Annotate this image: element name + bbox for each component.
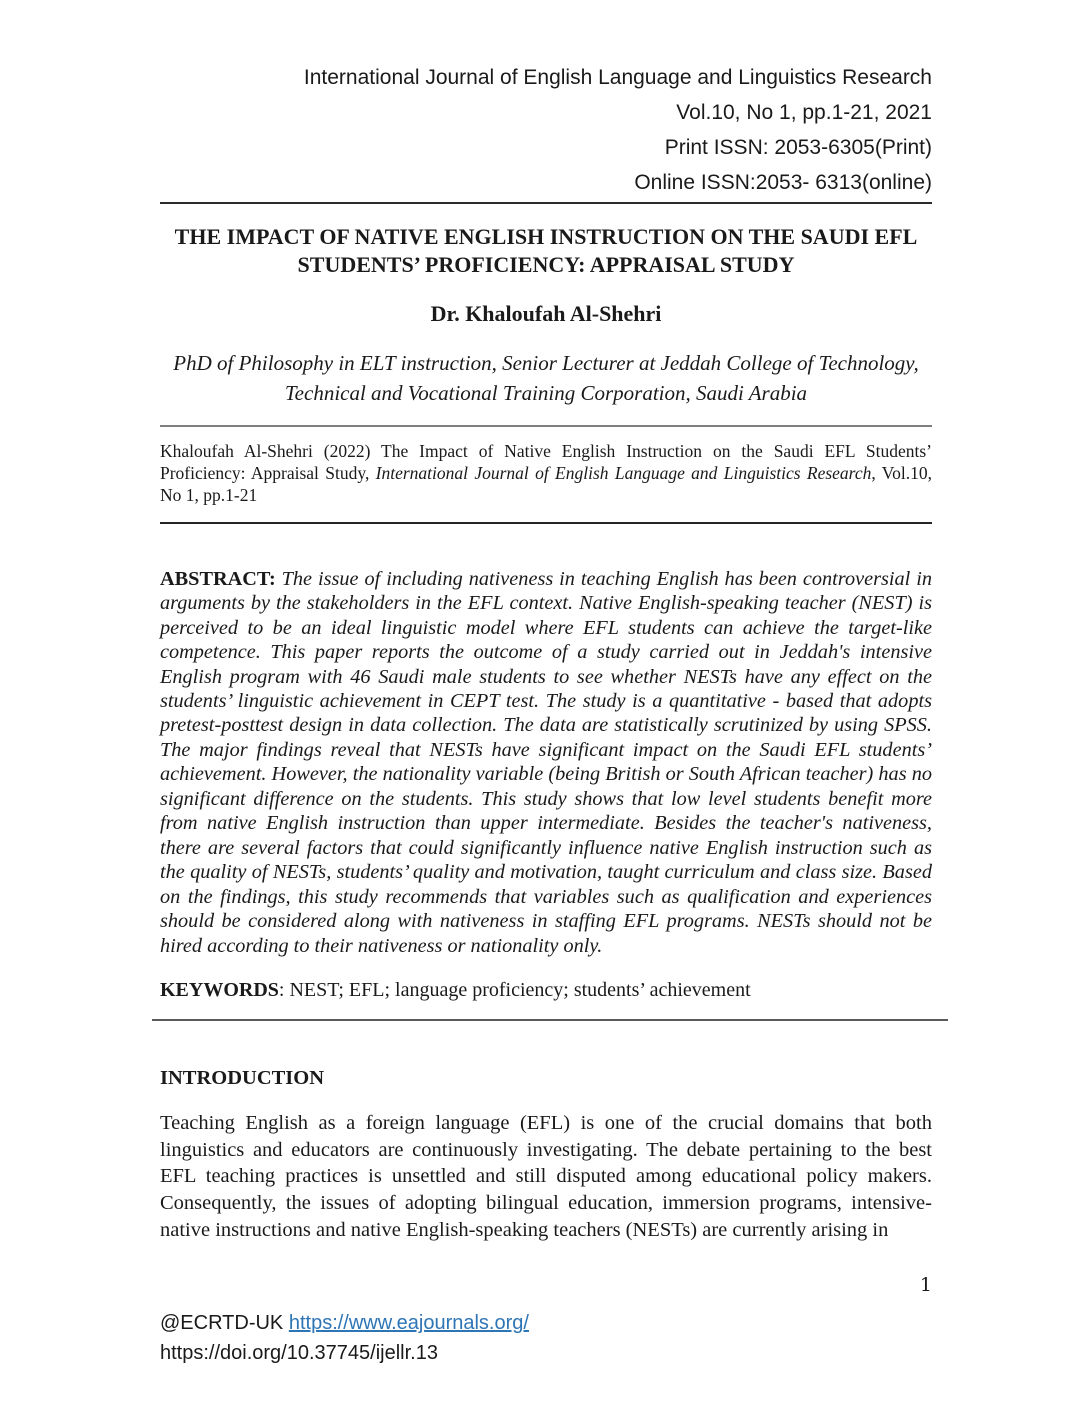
abstract-label: ABSTRACT: — [160, 567, 276, 590]
divider-below-keywords — [152, 1019, 948, 1021]
citation-journal-name: International Journal of English Language and Linguistics Research — [375, 462, 872, 483]
citation-text-start: Khaloufah Al-Shehri (2022) The Impact of Native English Instruction on the Saudi EFL Students’ Proficiency: Appraisal Study, — [160, 440, 932, 483]
page-footer — [160, 1308, 932, 1368]
citation-text-end: , Vol.10, No 1, pp.1-21 — [160, 462, 932, 505]
journal-print-issn: Print ISSN: 2053-6305(Print) — [664, 136, 932, 159]
author-affiliation: PhD of Philosophy in ELT instruction, Senior Lecturer at Jeddah College of Technology, Technical and Vocational Training Corporation, Saudi Arabia — [173, 351, 919, 405]
divider-above-citation — [160, 425, 932, 427]
introduction-heading: INTRODUCTION — [160, 1067, 325, 1090]
footer-publisher-line — [160, 1308, 932, 1338]
keywords-label: KEYWORDS — [160, 979, 279, 1002]
divider-below-citation — [160, 522, 932, 524]
journal-online-issn: Online ISSN:2053- 6313(online) — [634, 171, 932, 194]
eajournals-link[interactable]: https://www.eajournals.org/ — [288, 1312, 529, 1335]
keywords-text: : NEST; EFL; language proficiency; students’ achievement — [278, 979, 751, 1002]
author-name: Dr. Khaloufah Al-Shehri — [430, 301, 662, 326]
abstract-paragraph — [160, 567, 932, 958]
journal-header — [160, 60, 932, 204]
paper-title: THE IMPACT OF NATIVE ENGLISH INSTRUCTION ON THE SAUDI EFL STUDENTS’ PROFICIENCY: APPRAISAL STUDY — [174, 224, 918, 277]
keywords-line — [160, 979, 932, 1002]
page-number: 1 — [919, 1274, 932, 1297]
citation — [160, 440, 932, 506]
doi-line: https://doi.org/10.37745/ijellr.13 — [160, 1342, 438, 1365]
introduction-paragraph: Teaching English as a foreign language (EFL) is one of the crucial domains that both linguistics and educators are continuously investigating. The debate pertaining to the best EFL teaching practices is unsettled and still disputed among educational policy makers. Consequently, the issues of adopting bilingual education, immersion programs, intensive-native instructions and native English-speaking teachers (NESTs) are currently arising in — [160, 1112, 932, 1241]
ecrtd-label: @ECRTD-UK — [160, 1312, 289, 1335]
journal-name: International Journal of English Language and Linguistics Research — [303, 66, 932, 89]
journal-volume-info: Vol.10, No 1, pp.1-21, 2021 — [676, 101, 932, 124]
abstract-text: The issue of including nativeness in teaching English has been controversial in arguments by the stakeholders in the EFL context. Native English-speaking teacher (NEST) is perceived to be an ideal linguistic model where EFL students can achieve the target-like competence. This paper reports the outcome of a study carried out in Jeddah's intensive English program with 46 Saudi male students to see whether NESTs have any effect on the students’ linguistic achievement in CEPT test. The study is a quantitative - based that adopts pretest-posttest design in data collection. The data are statistically scrutinized by using SPSS. The major findings reveal that NESTs have significant impact on the Saudi EFL students’ achievement. However, the nationality variable (being British or South African teacher) has no significant difference on the students. This study shows that low level students benefit more from native English instruction than upper intermediate. Besides the teacher's nativeness, there are several factors that could significantly influence native English instruction such as the quality of NESTs, students’ quality and motivation, taught curriculum and class size. Based on the findings, this study recommends that variables such as qualification and experiences should be considered along with nativeness in staffing EFL programs. NESTs should not be hired according to their nativeness or nationality only. — [160, 567, 932, 957]
